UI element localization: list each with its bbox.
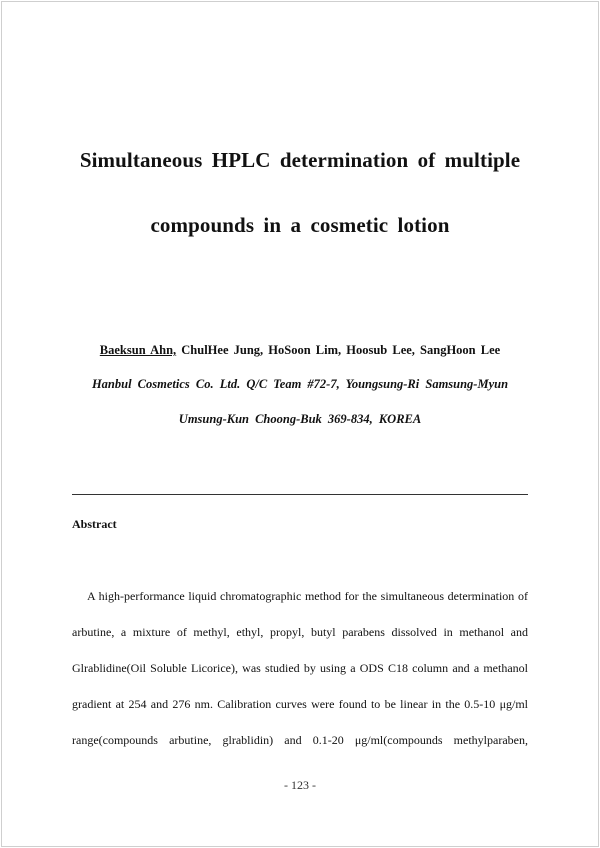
- section-divider: [72, 494, 528, 495]
- abstract-heading: Abstract: [72, 517, 117, 531]
- paper-title-line-1: Simultaneous HPLC determination of multiple: [79, 148, 521, 172]
- affiliation-line-1: Hanbul Cosmetics Co. Ltd. Q/C Team #72-7, Youngsung-Ri Samsung-Myun: [91, 377, 509, 391]
- page-number: - 123 -: [284, 778, 316, 792]
- abstract-line: gradient at 254 and 276 nm. Calibration curves were found to be linear in the 0.5-10 μg/ml: [72, 697, 528, 711]
- abstract-line: Glrablidine(Oil Soluble Licorice), was studied by using a ODS C18 column and a methanol: [72, 661, 528, 675]
- co-authors: ChulHee Jung, HoSoon Lim, Hoosub Lee, SangHoon Lee: [176, 343, 501, 357]
- presenting-author: Baeksun Ahn,: [99, 343, 177, 357]
- affiliation-line-2: Umsung-Kun Choong-Buk 369-834, KOREA: [178, 412, 422, 426]
- abstract-line: A high-performance liquid chromatographic method for the simultaneous determination of: [87, 589, 528, 603]
- abstract-line: range(compounds arbutine, glrablidin) and 0.1-20 μg/ml(compounds methylparaben,: [72, 733, 528, 747]
- abstract-line: arbutine, a mixture of methyl, ethyl, propyl, butyl parabens dissolved in methanol and: [72, 625, 528, 639]
- author-list: [0, 343, 600, 358]
- paper-title-line-2: compounds in a cosmetic lotion: [150, 213, 450, 237]
